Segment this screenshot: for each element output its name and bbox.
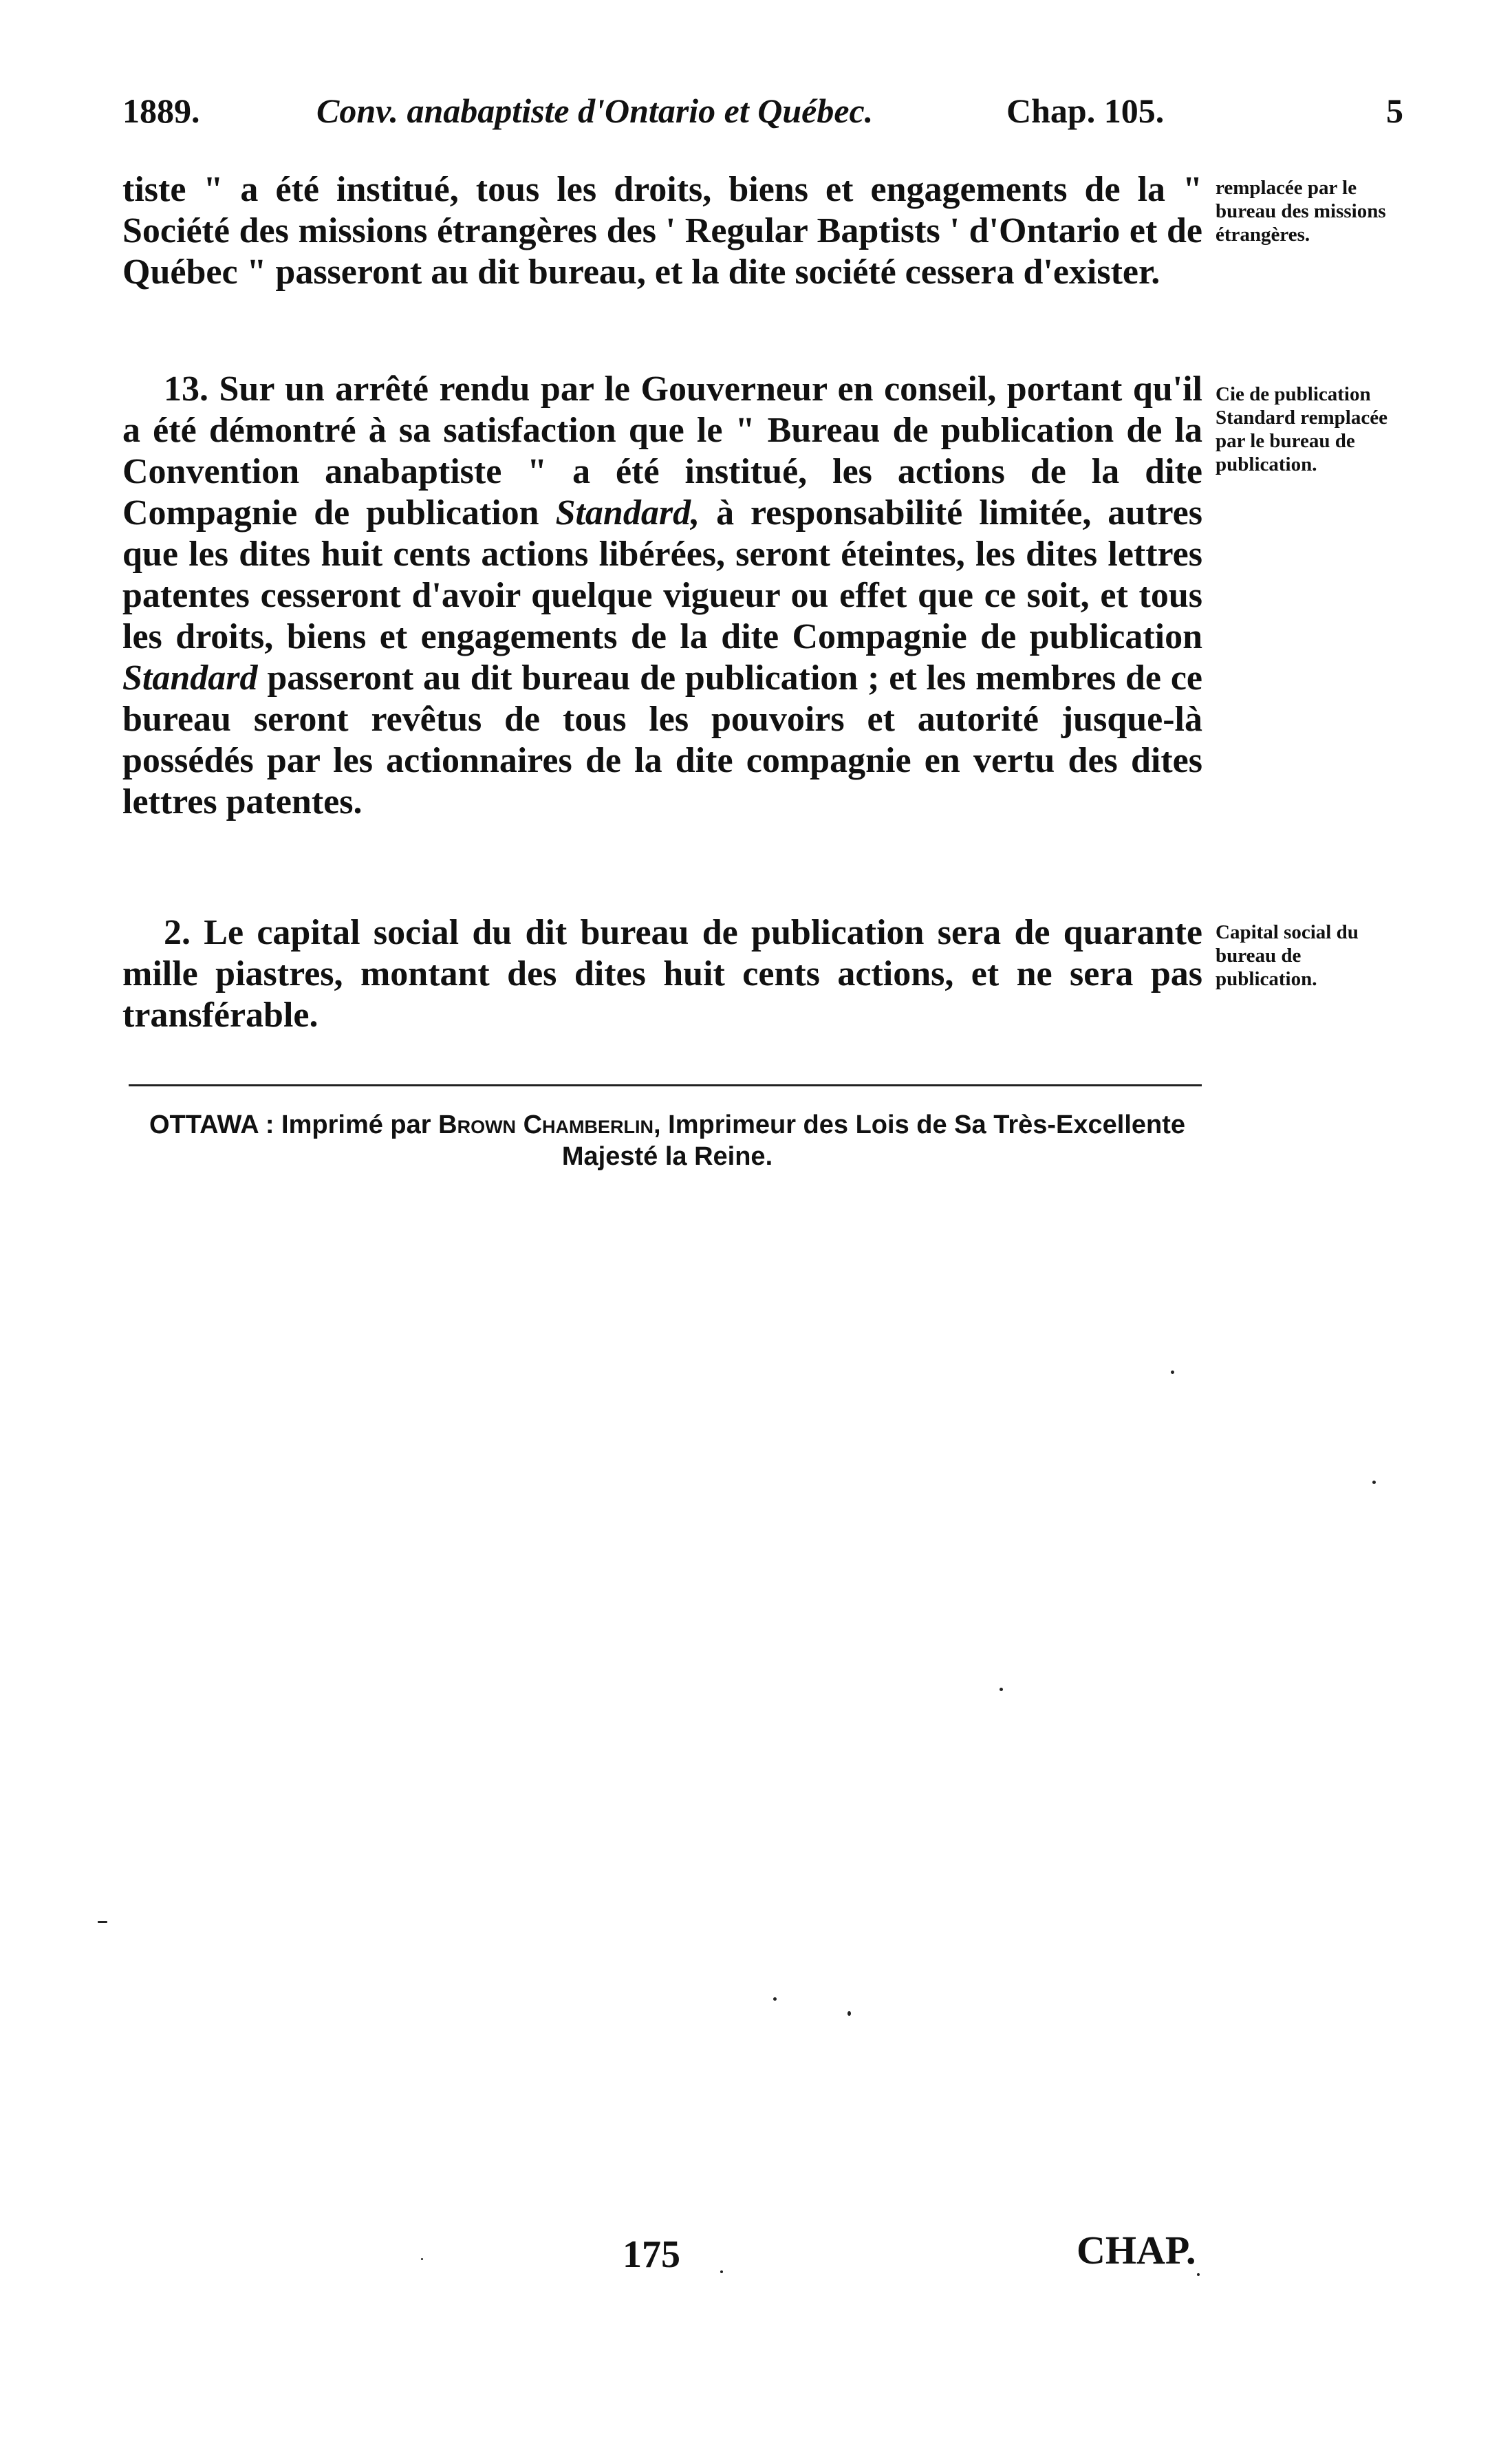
scan-speck (773, 1997, 777, 2001)
paragraph-continuation (122, 169, 1202, 293)
paragraph-1-text: tiste " a été institué, tous les droits, biens et engagements de la " Société des missions étrangères des ' Regular Baptists ' d'Ontario et de Québec " passeront au dit bureau, et la dite société cessera d'exister. (122, 170, 1202, 292)
imprint-printer: Brown Chamberlin, (438, 1110, 661, 1139)
margin-note-2: Cie de publication Standard remplacée par le bureau de publication. (1216, 383, 1387, 475)
footer-catchword: CHAP. (1077, 2228, 1196, 2272)
printer-imprint (138, 1109, 1197, 1172)
scan-speck (98, 1921, 107, 1923)
footer-sheet-number: 175 (623, 2233, 680, 2276)
scan-speck (1372, 1481, 1376, 1484)
section-13-italic-1: Standard, (555, 493, 700, 533)
imprint-suffix: Imprimeur des Lois de Sa Très-Excellente Majesté la Reine. (561, 1110, 1186, 1171)
section-13 (122, 369, 1202, 823)
header-chapter: Chap. 105. (1006, 92, 1165, 130)
section-13-part-c: passeront au dit bureau de publication ; et les membres de ce bureau seront revêtus de tous les pouvoirs et autorité jusque-là possédés par les actionnaires de la dite compagnie en vertu des dites lettres patentes. (122, 658, 1202, 821)
scan-speck (1000, 1688, 1003, 1691)
scan-speck (1197, 2273, 1200, 2276)
section-13-part-b: à responsabilité limitée, autres que les dites huit cents actions libérées, seront éteintes, les dites lettres patentes cesseront d'avoir quelque vigueur ou effet que ce soit, et tous les droits, biens et engagements de la dite Compagnie de publication (122, 493, 1202, 656)
subsection-2-text: 2. Le capital social du dit bureau de publication sera de quarante mille piastres, montant des dites huit cents actions, et ne sera pas transférable. (122, 913, 1202, 1035)
scan-speck (421, 2258, 423, 2260)
margin-note-1: remplacée par le bureau des missions étrangères. (1216, 177, 1386, 246)
scan-speck (720, 2270, 723, 2273)
margin-note-3: Capital social du bureau de publication. (1216, 921, 1359, 990)
section-13-number: 13. (164, 369, 208, 409)
header-running-title: Conv. anabaptiste d'Ontario et Québec. (316, 92, 874, 130)
imprint-prefix: OTTAWA : Imprimé par (149, 1110, 439, 1139)
horizontal-rule (129, 1084, 1202, 1086)
header-page-number: 5 (1386, 92, 1403, 130)
section-13-part-a: Sur un arrêté rendu par le Gouverneur en conseil, portant qu'il a été démontré à sa satisfaction que le " Bureau de publication de la Convention anabaptiste " a été institué, les actions de la dite Compagnie de publication (122, 369, 1203, 533)
section-13-text (122, 369, 1202, 823)
subsection-2 (122, 912, 1202, 1036)
header-year: 1889. (122, 92, 200, 130)
section-13-italic-2: Standard (122, 658, 258, 698)
scan-speck (1171, 1371, 1174, 1374)
running-header (122, 91, 1403, 139)
scan-speck (847, 2011, 851, 2016)
